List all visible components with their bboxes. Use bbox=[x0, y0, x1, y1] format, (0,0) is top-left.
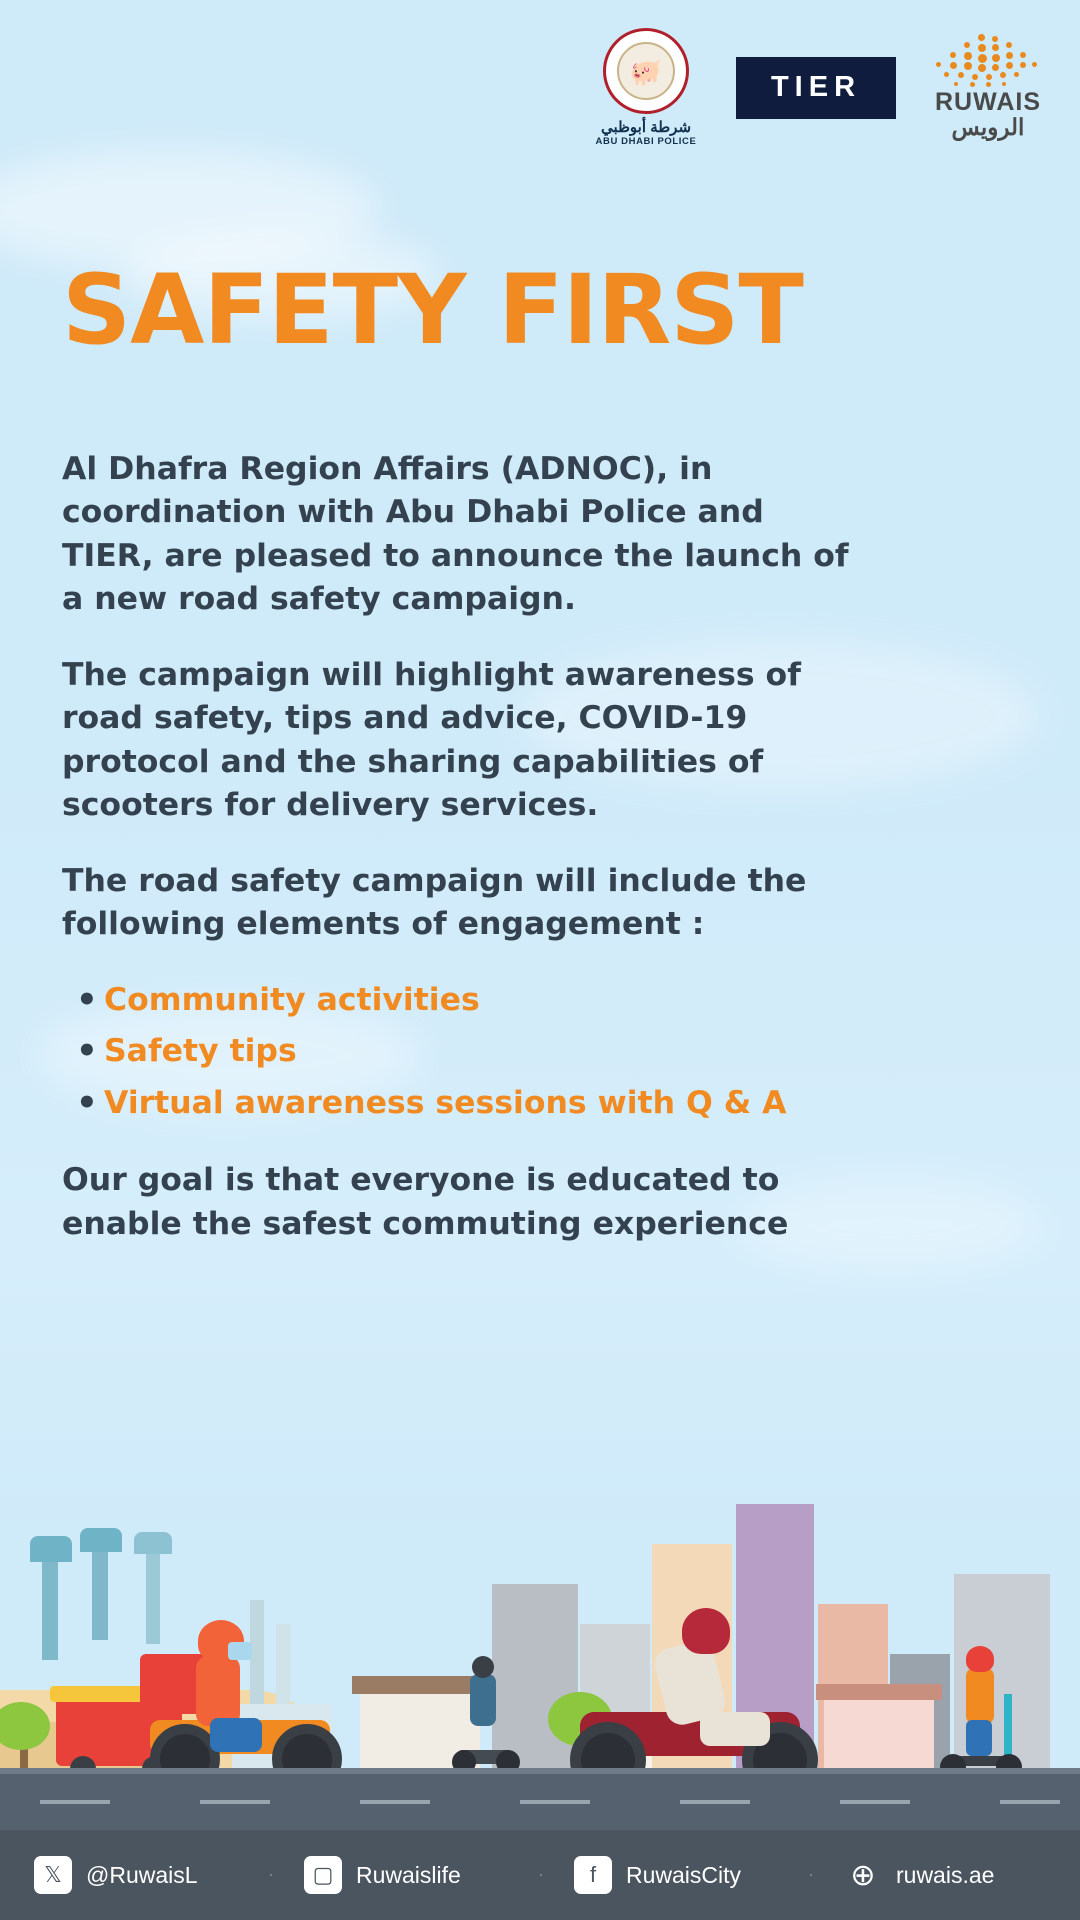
paragraph-3: The road safety campaign will include the following elements of engagement : bbox=[62, 862, 807, 943]
logo-bar bbox=[586, 28, 1050, 147]
road-stripe bbox=[200, 1800, 270, 1804]
house bbox=[824, 1700, 934, 1774]
house-roof bbox=[352, 1676, 488, 1694]
twitter-icon: 𝕏 bbox=[34, 1856, 72, 1894]
instagram-icon: ▢ bbox=[304, 1856, 342, 1894]
industrial-stack bbox=[250, 1600, 264, 1710]
facebook-handle: RuwaisCity bbox=[626, 1861, 742, 1888]
building bbox=[492, 1584, 578, 1774]
list-item: • Community activities bbox=[70, 979, 852, 1022]
social-facebook[interactable] bbox=[540, 1856, 810, 1894]
paragraph-2: The campaign will highlight awareness of road safety, tips and advice, COVID-19 protocol and the sharing capabilities of scooters for delivery services. bbox=[62, 656, 801, 824]
tier-wordmark: TIER bbox=[770, 71, 862, 103]
social-twitter[interactable] bbox=[0, 1856, 270, 1894]
social-instagram[interactable] bbox=[270, 1856, 540, 1894]
hoverboard-rider-head bbox=[472, 1656, 494, 1678]
falcon-emblem-icon: 🐖 bbox=[629, 57, 663, 88]
rider-leg bbox=[700, 1712, 770, 1746]
scooter-rider-leg bbox=[966, 1720, 992, 1756]
water-tower bbox=[146, 1540, 160, 1644]
abu-dhabi-police-logo bbox=[586, 28, 706, 147]
city-illustration bbox=[0, 1470, 1080, 1830]
instagram-handle: Ruwaislife bbox=[356, 1861, 461, 1888]
road-stripe bbox=[1000, 1800, 1060, 1804]
police-logo-english: ABU DHABI POLICE bbox=[595, 136, 697, 147]
list-item: • Safety tips bbox=[70, 1030, 852, 1073]
globe-icon: ⊕ bbox=[850, 1858, 876, 1892]
body-copy bbox=[62, 448, 852, 1278]
paragraph-1: Al Dhafra Region Affairs (ADNOC), in coordination with Abu Dhabi Police and TIER, are pleased to announce the launch of a new road safety campaign. bbox=[62, 451, 849, 618]
facebook-icon: f bbox=[574, 1856, 612, 1894]
rider-helmet bbox=[682, 1608, 730, 1654]
police-logo-arabic: شرطة أبوظبي bbox=[600, 119, 692, 136]
hoverboard-rider-body bbox=[470, 1674, 496, 1726]
engagement-list bbox=[70, 979, 852, 1125]
social-website[interactable] bbox=[810, 1856, 1080, 1894]
ruwais-dots-icon bbox=[926, 34, 1050, 90]
closing-statement: Our goal is that everyone is educated to enable the safest commuting experience bbox=[62, 1162, 789, 1242]
rider-leg bbox=[210, 1718, 262, 1752]
police-crest-icon bbox=[603, 28, 689, 114]
rider-torso bbox=[196, 1656, 240, 1726]
water-tower bbox=[80, 1528, 122, 1552]
road-stripe bbox=[360, 1800, 430, 1804]
house-roof bbox=[816, 1684, 942, 1700]
tier-logo bbox=[736, 57, 896, 119]
ruwais-wordmark: RUWAIS bbox=[935, 88, 1041, 117]
page-title: SAFETY FIRST bbox=[62, 254, 803, 366]
road-stripe bbox=[680, 1800, 750, 1804]
water-tower bbox=[92, 1540, 108, 1640]
road-stripe bbox=[520, 1800, 590, 1804]
road-stripe bbox=[840, 1800, 910, 1804]
water-tower bbox=[134, 1532, 172, 1554]
twitter-handle: @RuwaisL bbox=[86, 1861, 198, 1888]
rider-face-mask bbox=[228, 1642, 252, 1660]
scooter-rider-helmet bbox=[966, 1646, 994, 1672]
water-tower bbox=[30, 1536, 72, 1562]
ruwais-wordmark-arabic: الرويس bbox=[951, 114, 1025, 141]
social-footer bbox=[0, 1830, 1080, 1920]
ruwais-logo bbox=[926, 34, 1050, 140]
industrial-stack bbox=[276, 1624, 290, 1710]
website-url: ruwais.ae bbox=[896, 1861, 995, 1888]
road-stripe bbox=[40, 1800, 110, 1804]
scooter-rider-body bbox=[966, 1668, 994, 1724]
list-item: • Virtual awareness sessions with Q & A bbox=[70, 1082, 852, 1125]
